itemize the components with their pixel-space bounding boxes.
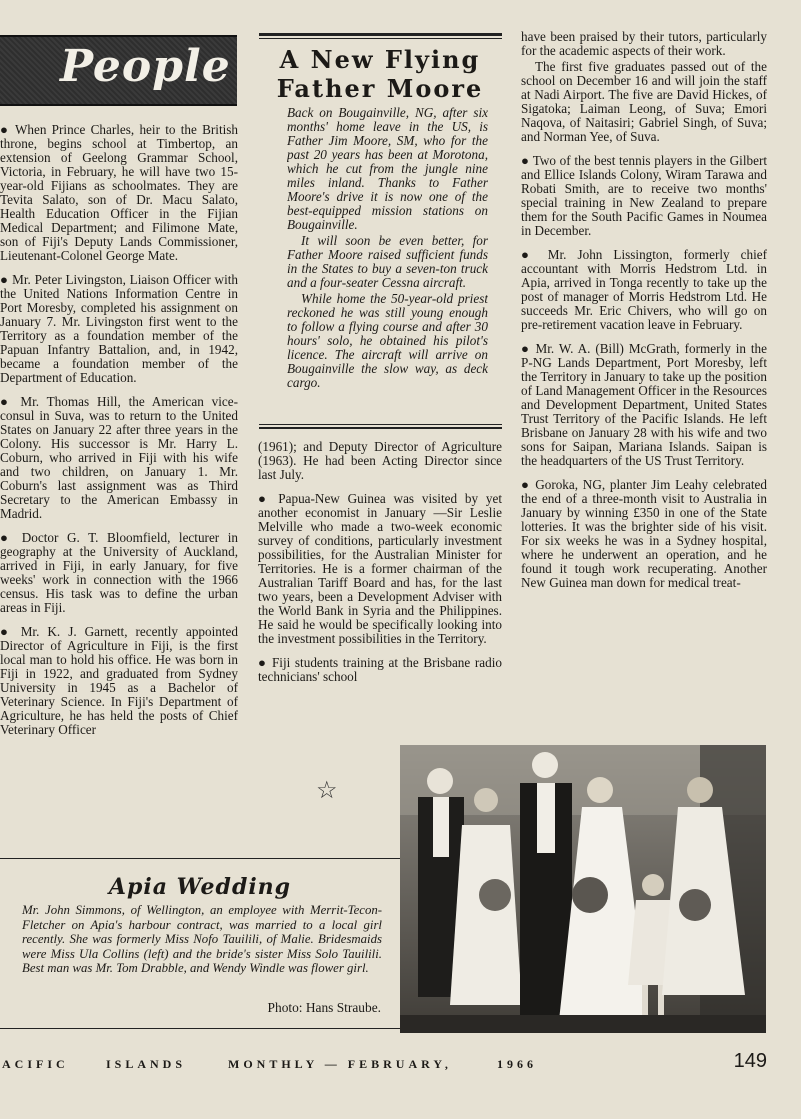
paragraph: ● Goroka, NG, planter Jim Leahy celebrated the end of a three-month visit to Australia in January by winning £350 in one of the State lotteries. It was the brighter side of his visit. For six weeks he was in a Sydney hospital, where he underwent an operation, and he found it tough work recuperating. Another New Guinea man down for medical treat- xyxy=(521,477,767,590)
paragraph: ● Mr. John Lissington, formerly chief accountant with Morris Hedstrom Ltd. in Apia, arrived in Tonga recently to take up the post of manager of Morris Hedstrom Ltd. He succeeds Mr. Eric Chivers, who will go on pre-retirement vacation leave in February. xyxy=(521,247,767,332)
feature-headline: A New Flying Father Moore xyxy=(276,45,484,103)
footer-pacific: ACIFIC xyxy=(2,1057,69,1071)
photo-credit: Photo: Hans Straube. xyxy=(267,1000,381,1015)
paragraph: The first five graduates passed out of the school on December 16 and will join the staff at Nadi Airport. The five are David Hickes, of Sigatoka; Laiman Leong, of Suva; Emori Naqova, of Naitasiri; Gabriel Singh, of Suva; and Norman Yee, of Suva. xyxy=(521,59,767,144)
paragraph: ● Mr. Thomas Hill, the American vice-consul in Suva, was to return to the United States on January 22 after three years in the Colony. His successor is Mr. Harry L. Coburn, who arrived in Fiji with his wife and two children, on January 1. Mr. Coburn's last assignment was as Third Secretary to the American Embassy in Madrid. xyxy=(0,394,238,521)
footer-monthly: MONTHLY — FEBRUARY, xyxy=(228,1057,452,1071)
feature-paragraph: Back on Bougainville, NG, after six months' home leave in the US, is Father Jim Moore, SM, who for the past 20 years has been at Morotona, which he cut from the jungle nine miles inland. Thanks to Father Moore's drive it is now one of the best-equipped mission stations on Bougainville. xyxy=(287,106,488,232)
paragraph: ● Mr. Peter Livingston, Liaison Officer with the United Nations Information Centre in Port Moresby, completed his assignment on January 7. Mr. Livingston first went to the Territory as a foundation member of the Papuan Infantry Battalion, and, in 1942, became a foundation member of the Department of Education. xyxy=(0,272,238,385)
headline-rule-top-thin xyxy=(259,38,502,39)
column-1 xyxy=(0,123,238,843)
paragraph: (1961); and Deputy Director of Agriculture (1963). He had been Acting Director since last July. xyxy=(258,440,502,482)
paragraph: ● When Prince Charles, heir to the British throne, begins school at Timbertop, an extension of Geelong Grammar School, Victoria, in February, he will have two 15-year-old Fijians as schoolmates. They are Tevita Salato, son of Dr. Macu Salato, Health Education Officer in the Fijian Medical Department; and Filimone Mate, son of Fiji's Deputy Lands Commissioner, Lieutenant-Colonel George Mate. xyxy=(0,123,238,263)
paragraph: ● Papua-New Guinea was visited by yet another economist in January —Sir Leslie Melville who made a two-week economic survey of conditions, particularly investment possibilities, for the Australian Minister for Territories. He is a former chairman of the Australian Tariff Board and has, for the last two years, been a Development Adviser with the World Bank in Syria and the Philippines. He said he would be specifically looking into the investment possibilities in the Territory. xyxy=(258,491,502,646)
feature-paragraph: It will soon be even better, for Father Moore raised sufficient funds in the States to buy a seven-ton truck and a four-seater Cessna aircraft. xyxy=(287,233,488,290)
feature-paragraph: While home the 50-year-old priest reckoned he was still young enough to follow a flying course and after 30 hours' solo, he obtained his pilot's licence. The aircraft will arrive on Bougainville the slow way, as deck cargo. xyxy=(287,291,488,390)
paragraph: ● Mr. W. A. (Bill) McGrath, formerly in the P-NG Lands Department, Port Moresby, left the Territory in January to take up the position of Land Management Officer in the Resources and Development Department, United States Trust Territory of the Pacific Islands. He left Brisbane on January 28 with his wife and two sons for Saipan, Mariana Islands. Saipan is the headquarters of the US Trust Territory. xyxy=(521,341,767,468)
page-footer xyxy=(0,1053,801,1077)
feature-story xyxy=(287,106,488,416)
feature-rule-bottom-thick xyxy=(259,427,502,429)
star-icon: ☆ xyxy=(316,778,338,804)
paragraph: have been praised by their tutors, particularly for the academic aspects of their work. xyxy=(521,30,767,58)
caption-title: Apia Wedding xyxy=(108,874,292,900)
caption-body: Mr. John Simmons, of Wellington, an employee with Merrit-Tecon-Fletcher on Apia's harbour contract, was married to a local girl recently. She was formerly Miss Nofo Tauilili, of Malie. Bridesmaids were Miss Ula Collins (left) and the bride's sister Miss Solo Tauilili. Best man was Mr. Tom Drabble, and Wendy Windle was flower girl. xyxy=(22,903,382,976)
caption-rule xyxy=(0,858,400,859)
wedding-photo xyxy=(400,745,766,1033)
paragraph: ● Doctor G. T. Bloomfield, lecturer in geography at the University of Auckland, arrived in Fiji, in early January, for five weeks' work in connection with the 1966 census. His task was to define the urban areas in Fiji. xyxy=(0,530,238,615)
footer-year: 1966 xyxy=(497,1057,537,1071)
headline-rule-top xyxy=(259,33,502,36)
feature-rule-bottom xyxy=(259,424,502,425)
footer-islands: ISLANDS xyxy=(106,1057,187,1071)
people-section-banner xyxy=(0,35,237,106)
paragraph: ● Fiji students training at the Brisbane radio technicians' school xyxy=(258,655,502,684)
column-2 xyxy=(258,440,502,740)
paragraph: ● Mr. K. J. Garnett, recently appointed Director of Agriculture in Fiji, is the first local man to hold his office. He was born in Fiji in 1922, and graduated from Sydney University in 1945 as a Bachelor of Veterinary Science. In Fiji's Department of Agriculture, he has held the posts of Chief Veterinary Officer xyxy=(0,624,238,737)
page-number: 149 xyxy=(733,1050,767,1072)
column-3 xyxy=(521,30,767,730)
section-title: People xyxy=(60,41,231,92)
caption-rule-bottom xyxy=(0,1028,400,1029)
paragraph: ● Two of the best tennis players in the Gilbert and Ellice Islands Colony, Wiram Tarawa and Robati Smith, are to receive two months' special training in New Zealand to prepare them for the South Pacific Games in Noumea in December. xyxy=(521,153,767,238)
